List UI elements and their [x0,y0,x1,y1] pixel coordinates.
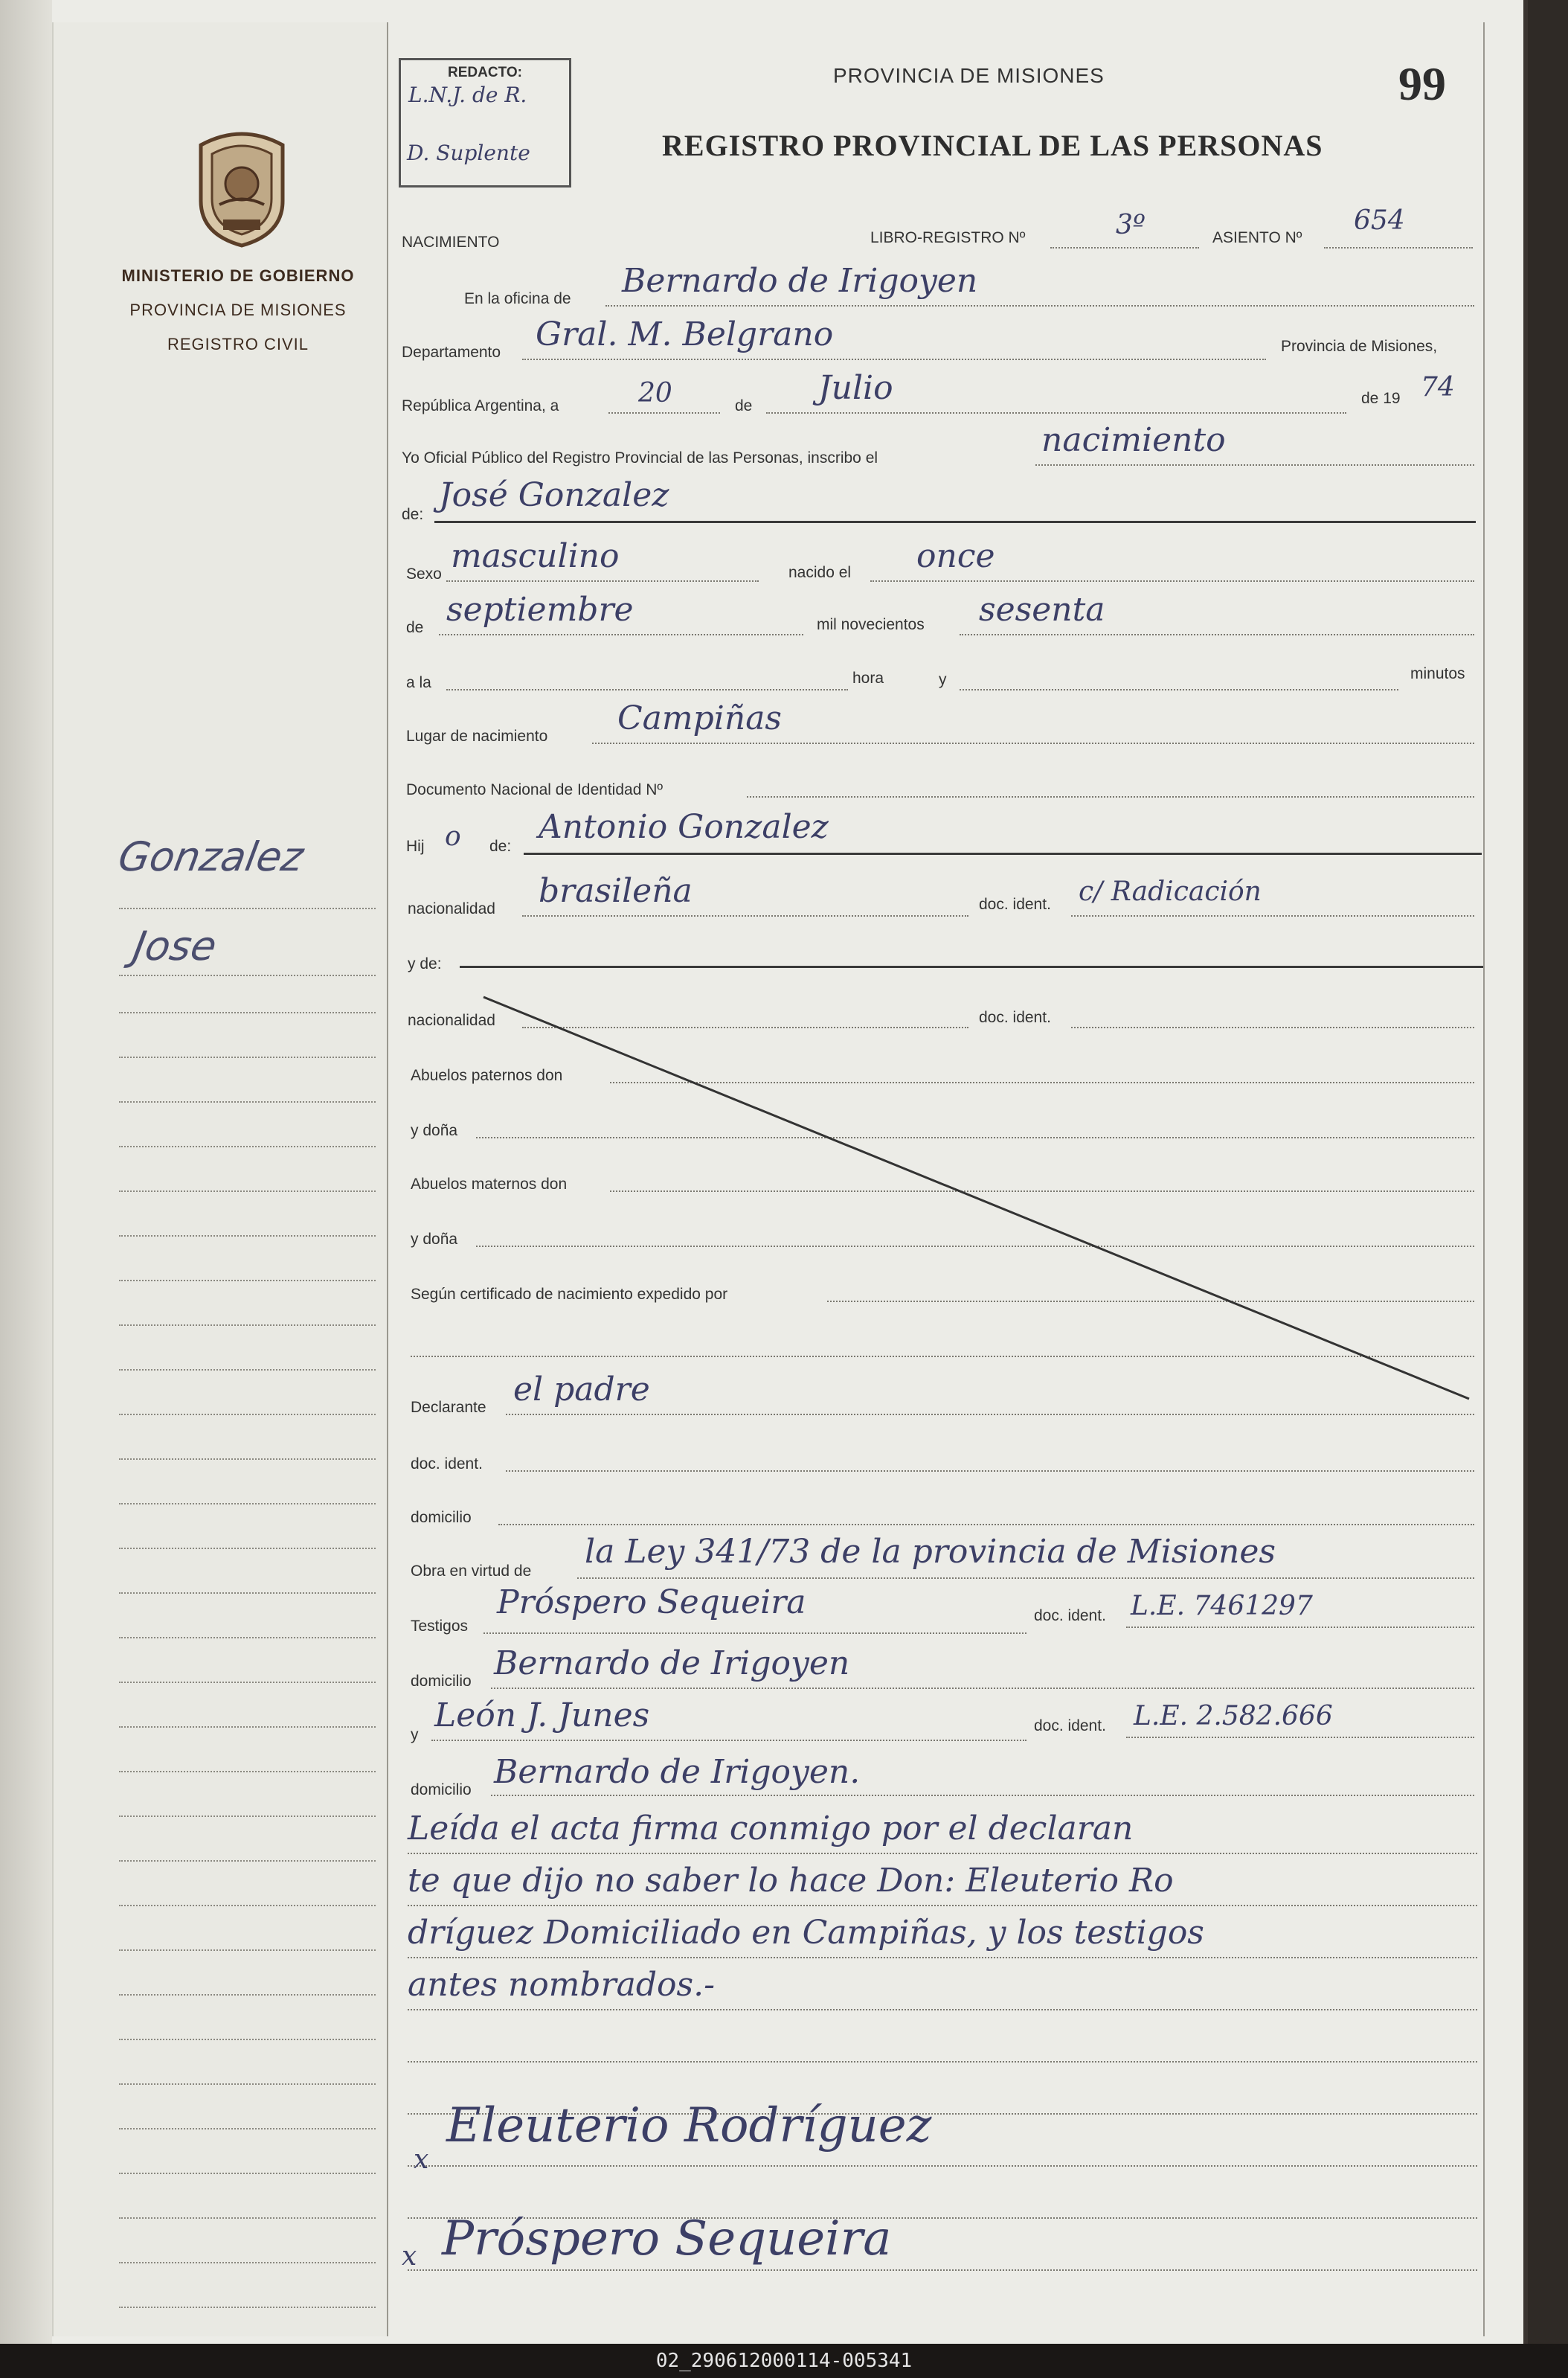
sexo-label: Sexo [406,565,442,583]
departamento-line [522,359,1266,360]
ministry-block [104,266,372,354]
stub-line [119,1637,376,1638]
republica-label: República Argentina, a [402,397,559,414]
redacto-initials: L.N.J. de R. [408,83,527,107]
stub-line [119,1771,376,1772]
de-label: de [735,397,753,414]
nacionalidad-line [522,915,968,917]
ministry-province: PROVINCIA DE MISIONES [129,301,347,319]
note-line [408,2165,1477,2167]
coat-of-arms-seal-icon [186,130,298,249]
anio-nac-line [960,634,1474,635]
asiento-value: 654 [1354,205,1405,236]
stub-line [119,1369,376,1371]
redacto-label: REDACTO: [448,65,522,80]
mes-nac-value: septiembre [446,591,634,629]
stub-line [119,1190,376,1192]
left-stub [52,22,388,2336]
image-id-caption: 02_290612000114-005341 [0,2344,1568,2378]
anio-prefix: de 19 [1361,390,1401,407]
domicilio-line [498,1524,1474,1525]
stub-line [119,1458,376,1460]
abuelos-mat-label: Abuelos maternos don [411,1176,568,1193]
header-province: PROVINCIA DE MISIONES [833,64,1105,87]
domicilio3-label: domicilio [411,1781,472,1798]
sexo-line [446,580,759,582]
ala-label: a la [406,674,431,691]
departamento-value: Gral. M. Belgrano [536,315,834,353]
domicilio2-line [491,1688,1474,1689]
stub-line [119,1548,376,1549]
stub-line [119,2039,376,2040]
stub-line [119,1726,376,1728]
lugar-value: Campiñas [617,699,783,737]
oficina-value: Bernardo de Irigoyen [622,262,978,300]
docident-line [1071,915,1474,917]
note-line [408,2061,1477,2063]
asiento-label: ASIENTO Nº [1212,229,1302,246]
dni-line [747,796,1474,798]
stub-line [119,1057,376,1058]
stub-line [119,1592,376,1594]
oficial-label: Yo Oficial Público del Registro Provincial de las Personas, inscribo el [402,449,878,467]
docident4-label: doc. ident. [1034,1607,1106,1624]
domicilio-label: domicilio [411,1509,472,1526]
stub-line [119,1860,376,1862]
testigos-label: Testigos [411,1618,469,1635]
redacto-box [399,58,571,188]
ministry-registry: REGISTRO CIVIL [167,335,309,353]
docident3-line [506,1470,1474,1472]
libro-label: LIBRO-REGISTRO Nº [870,229,1026,246]
nacionalidad2-label: nacionalidad [408,1012,495,1029]
nacido-line [870,580,1474,582]
dia-value: 20 [638,378,672,408]
anio-value: 74 [1421,372,1455,403]
minutos-line [960,689,1398,690]
ala-line [446,689,848,690]
obra-line [577,1577,1474,1579]
note-text-2: te que dijo no saber lo hace Don: Eleuterio Ro [408,1862,1174,1900]
docident5-label: doc. ident. [1034,1717,1106,1734]
stub-given-name: Jose [129,923,220,970]
signature-2: Próspero Sequeira [442,2211,892,2266]
stub-line [119,1414,376,1415]
nacido-value: once [916,537,995,575]
testigo1-value: Próspero Sequeira [497,1583,806,1621]
docident2-label: doc. ident. [979,1009,1051,1026]
nombre-value: José Gonzalez [439,476,669,514]
testigo2-value: León J. Junes [434,1696,650,1734]
yde-label: y de: [408,955,442,972]
void-strike-line [476,967,1488,1414]
domicilio3-line [491,1795,1474,1796]
stub-line [119,1994,376,1996]
stub-surname: Gonzalez [115,833,307,880]
stub-line [119,2307,376,2308]
docident3-label: doc. ident. [411,1455,483,1472]
lugar-line [592,743,1474,744]
nombre-label: de: [402,506,424,523]
hijo-suffix: o [445,821,461,852]
note-line [408,1905,1477,1906]
mil-label: mil novecientos [817,616,925,633]
nacionalidad-value: brasileña [539,872,693,910]
note-text-4: antes nombrados.- [408,1966,715,2004]
departamento-label: Departamento [402,344,501,361]
libro-value: 3º [1116,210,1146,240]
oficial-value: nacimiento [1041,421,1226,459]
stub-line [119,1012,376,1013]
stub-line [119,1101,376,1103]
testigo2-line [431,1740,1026,1741]
obra-label: Obra en virtud de [411,1563,532,1580]
segun-label: Según certificado de nacimiento expedido por [411,1286,728,1303]
stub-line [119,1905,376,1906]
minutos-label: minutos [1410,665,1465,682]
domicilio2-label: domicilio [411,1673,472,1690]
note-line [408,1957,1477,1958]
stub-line [119,2173,376,2174]
abuelos-pat-label: Abuelos paternos don [411,1067,563,1084]
y-label: y [939,671,947,688]
note-line [408,2269,1477,2271]
docident-label: doc. ident. [979,896,1051,913]
stub-line [119,2083,376,2085]
signature-mark-2: x [402,2241,417,2272]
stub-line [119,2262,376,2263]
ydona1-label: y doña [411,1122,458,1139]
ydona2-label: y doña [411,1231,458,1248]
nombre-line [434,521,1476,523]
page-title: REGISTRO PROVINCIAL DE LAS PERSONAS [662,129,1323,162]
declarante-line [506,1414,1474,1415]
declarante-label: Declarante [411,1399,486,1416]
oficial-line [1035,464,1474,466]
nacionalidad-label: nacionalidad [408,900,495,917]
hijo-de-label: de: [489,838,512,855]
note-line [408,2009,1477,2010]
main-column-border [387,22,388,2336]
padre-value: Antonio Gonzalez [539,808,829,846]
note-text-3: dríguez Domiciliado en Campiñas, y los testigos [408,1914,1204,1952]
testigo2-doc: L.E. 2.582.666 [1134,1701,1333,1731]
mes-nac-line-b [439,634,803,635]
dni-label: Documento Nacional de Identidad Nº [406,781,663,798]
libro-line [1050,247,1199,249]
y2-label: y [411,1726,419,1743]
provincia-label: Provincia de Misiones, [1281,338,1438,355]
hora-label: hora [852,670,884,687]
stub-line [119,1815,376,1817]
signature-mark-1: x [414,2144,429,2175]
page-number: 99 [1398,57,1446,110]
stub-line [119,1682,376,1683]
mes-line [766,412,1346,414]
docident-value: c/ Radicación [1079,876,1262,907]
testigo2-dom: Bernardo de Irigoyen. [494,1753,861,1791]
testigo1-dom: Bernardo de Irigoyen [494,1644,850,1682]
oficina-line [605,305,1474,307]
section-label: NACIMIENTO [402,234,500,251]
note-text-1: Leída el acta firma conmigo por el declaran [408,1810,1134,1847]
docident5-line [1126,1737,1474,1738]
stub-line [119,1503,376,1504]
testigo1-doc: L.E. 7461297 [1131,1591,1313,1621]
stub-line [119,1235,376,1237]
stub-line [119,2217,376,2219]
padre-line [524,853,1482,855]
note-line [408,1853,1477,1854]
de2-label: de [406,619,424,636]
stub-line [119,1280,376,1281]
stub-line [119,975,376,976]
anio-nac-value: sesenta [979,591,1105,629]
stub-line [119,1949,376,1951]
stub-line [119,1146,376,1147]
hijo-label: Hij [406,838,425,855]
lugar-label: Lugar de nacimiento [406,728,548,745]
binding-gutter [0,0,52,2344]
dia-line [608,412,720,414]
oficina-label: En la oficina de [464,290,571,307]
stub-line [119,1324,376,1326]
signature-1: Eleuterio Rodríguez [446,2098,932,2153]
docident4-line [1126,1627,1474,1628]
testigo1-line [483,1632,1026,1634]
redacto-role: D. Suplente [407,141,530,165]
nacido-label: nacido el [788,564,852,581]
asiento-line [1324,247,1473,249]
stub-line [119,2128,376,2129]
declarante-value: el padre [513,1371,650,1408]
obra-value: la Ley 341/73 de la provincia de Misiones [585,1533,1276,1571]
mes-value: Julio [818,369,893,407]
sexo-value: masculino [451,537,620,575]
stub-line [119,908,376,909]
ministry-title: MINISTERIO DE GOBIERNO [121,266,355,285]
